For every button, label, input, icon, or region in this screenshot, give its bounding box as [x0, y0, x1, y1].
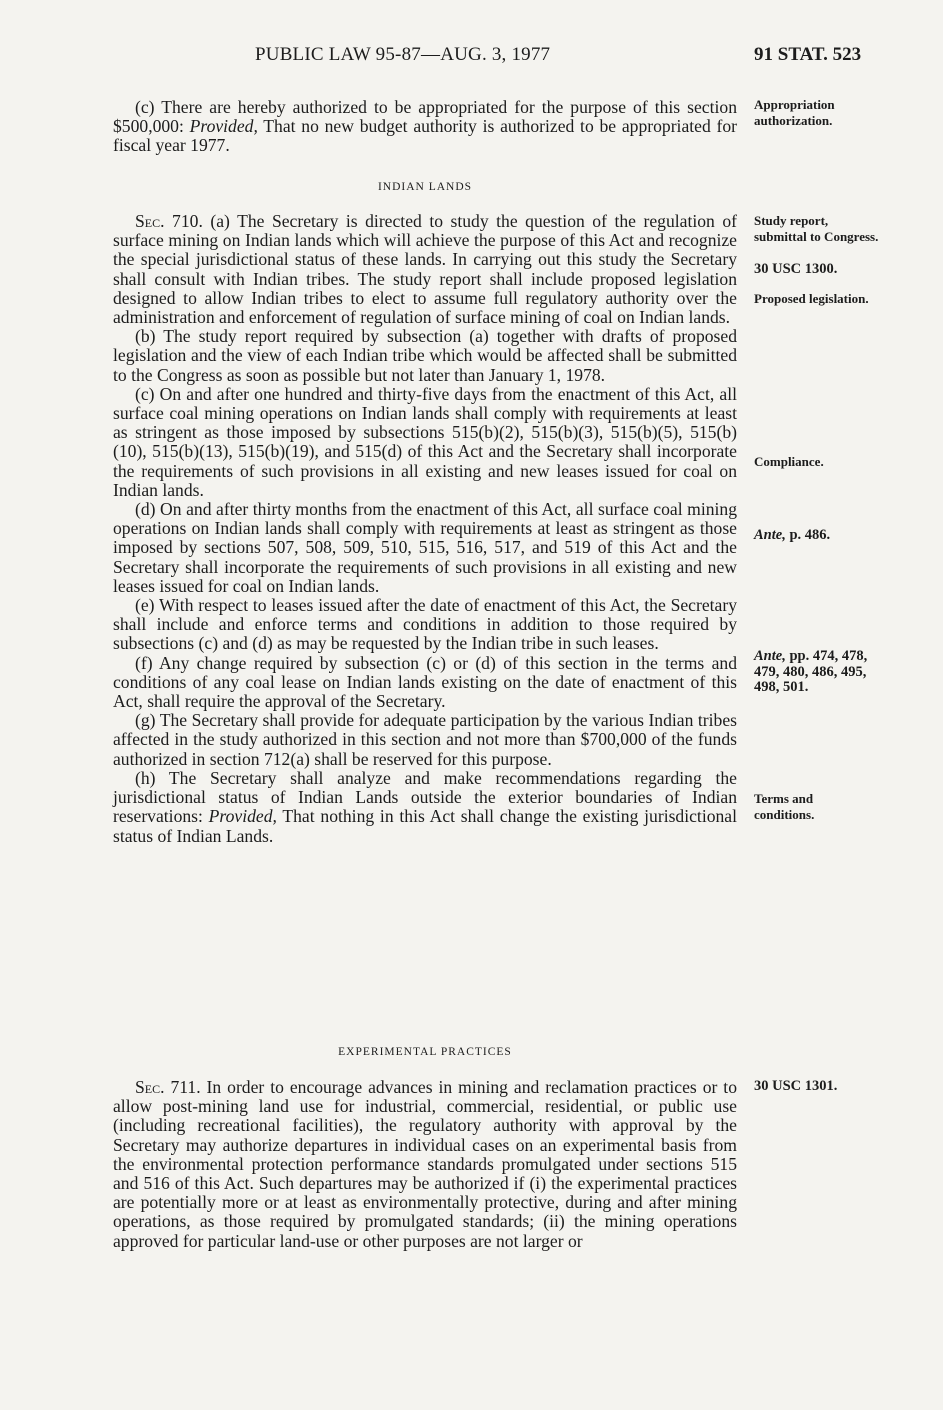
section-710	[113, 212, 737, 846]
margin-note-proposed-legislation: Proposed legislation.	[754, 291, 869, 306]
paragraph-710e: (e) With respect to leases issued after the date of enactment of this Act, the Secretary shall include and enforce terms and conditions in addition to those required by subsections (c) and (d) as may be requested by the Indian tribe in such leases.	[113, 595, 737, 654]
margin-note-usc-1301: 30 USC 1301.	[754, 1078, 838, 1094]
heading-indian-lands: INDIAN LANDS	[377, 181, 473, 193]
margin-note-terms-conditions: Terms and conditions.	[754, 791, 815, 822]
page-header-title: PUBLIC LAW 95-87—AUG. 3, 1977	[255, 44, 551, 65]
paragraph-710h: (h) The Secretary shall analyze and make recommendations regarding the jurisdictional status of Indian Lands outside the exterior boundaries of Indian reservations: Provided, That nothing in this Act shall change the existing jurisdictional status of Indian Lands.	[113, 767, 737, 846]
margin-note-compliance: Compliance.	[754, 454, 824, 469]
paragraph-710f: (f) Any change required by subsection (c) or (d) of this section in the terms and conditions of any coal lease on Indian lands existing on the date of enactment of this Act, shall require the approval of the Secretary.	[113, 652, 737, 712]
section-711	[113, 1078, 737, 1251]
paragraph-710c: (c) On and after one hundred and thirty-five days from the enactment of this Act, all surface coal mining operations on Indian lands shall comply with requirements at least as stringent as those imposed by subsections 515(b)(2), 515(b)(3), 515(b)(5), 515(b)(10), 515(b)(13), 515(b)(19), and 515(d) of this Act and the Secretary shall incorporate the requirements of such provisions in all existing and new leases issued for coal on Indian lands.	[113, 383, 737, 500]
paragraph-709c: (c) There are hereby authorized to be appropriated for the purpose of this section $500,000: Provided, That no new budget authority is authorized to be appropriated for fiscal year 1977.	[113, 97, 738, 156]
paragraph-710a: Sec. 710. (a) The Secretary is directed to study the question of the regulation of surface mining on Indian lands which will achieve the purpose of this Act and recognize the special jurisdictional status of these lands. In carrying out this study the Secretary shall consult with Indian tribes. The study report shall include proposed legislation designed to allow Indian tribes to elect to assume full regulatory authority over the administration and enforcement of regulation of surface mining of coal on Indian lands.	[113, 211, 737, 328]
paragraph-710b: (b) The study report required by subsection (a) together with drafts of proposed legislation and the view of each Indian tribe which would be affected shall be submitted to the Congress as soon as possible but not later than January 1, 1978.	[113, 326, 737, 385]
section-709c	[113, 98, 737, 156]
margin-note-usc-1300: 30 USC 1300.	[754, 261, 838, 277]
margin-note-study-report: Study report, submittal to Congress.	[754, 213, 879, 244]
heading-experimental-practices: EXPERIMENTAL PRACTICES	[338, 1046, 512, 1058]
page-header-stat: 91 STAT. 523	[754, 44, 862, 65]
margin-note-ante-486: Ante, p. 486.	[754, 527, 831, 543]
paragraph-711: Sec. 711. In order to encourage advances in mining and reclamation practices or to allow post-mining land use for industrial, commercial, residential, or public use (including recreational facilities), the regulatory authority with approval by the Secretary may authorize departures in individual cases on an experimental basis from the environmental protection performance standards promulgated under sections 515 and 516 of this Act. Such departures may be authorized if (i) the experimental practices are potentially more or at least as environmentally protective, during and after mining operations, as those required by promulgated standards; (ii) the mining operations approved for particular land-use or other purposes are not larger or	[113, 1077, 737, 1251]
paragraph-710g: (g) The Secretary shall provide for adequate participation by the various Indian tribes affected in the study authorized in this section and not more than $700,000 of the funds authorized in section 712(a) shall be reserved for this purpose.	[113, 710, 737, 769]
margin-note-ante-pages: Ante, pp. 474, 478, 479, 480, 486, 495, 498, 501.	[754, 648, 868, 695]
margin-note-appropriation: Appropriation authorization.	[754, 97, 835, 128]
paragraph-710d: (d) On and after thirty months from the enactment of this Act, all surface coal mining operations on Indian lands shall comply with requirements at least as stringent as those imposed by sections 507, 508, 509, 510, 515, 516, 517, and 519 of this Act and the Secretary shall incorporate the requirements of such provisions in all existing and new leases issued for coal on Indian lands.	[113, 499, 737, 596]
